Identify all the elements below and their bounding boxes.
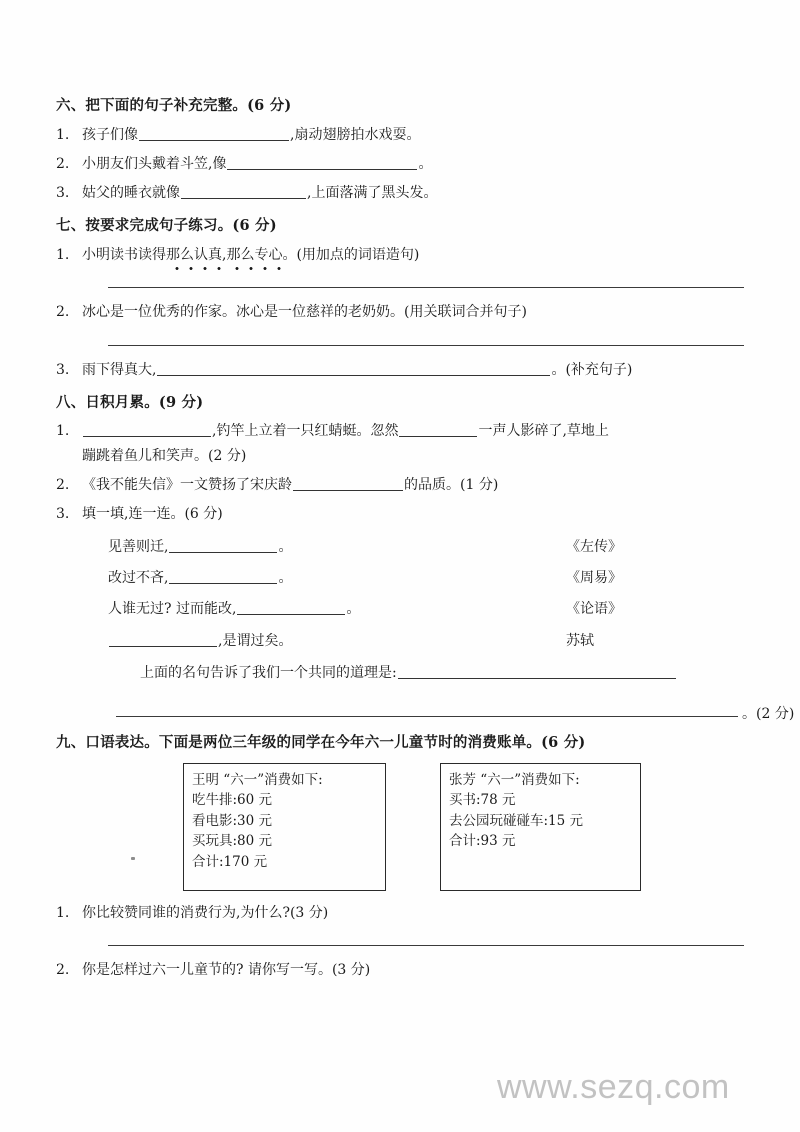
- question-9-2: [56, 960, 748, 980]
- question-7-3: [56, 360, 748, 380]
- bill-item: 看电影:30 元: [192, 812, 273, 829]
- couplet-row-2: [56, 568, 748, 588]
- section-heading-six: 六、把下面的句子补充完整。(6 分): [56, 97, 292, 114]
- question-text: 填一填,连一连。(6 分): [82, 506, 223, 523]
- question-6-3: [56, 183, 748, 203]
- question-text-post: 的品质。(1 分): [404, 477, 499, 494]
- question-7-2: [56, 302, 748, 322]
- couplet-text-post: ,是谓过矣。: [218, 632, 293, 649]
- section-heading-seven: 七、按要求完成句子练习。(6 分): [56, 217, 277, 235]
- question-number: 1.: [56, 126, 70, 143]
- answer-rule-moral[interactable]: [116, 716, 738, 717]
- bill-item: 买玩具:80 元: [192, 833, 273, 850]
- bill-title: 张芳 “六一”消费如下:: [449, 771, 580, 788]
- question-text-tail: 。(用加点的词语造句): [282, 247, 420, 264]
- fill-blank[interactable]: [169, 538, 277, 553]
- couplet-row-1: [56, 537, 748, 557]
- question-text-post: 。(补充句子): [551, 361, 633, 378]
- question-text-pre: 雨下得真大,: [82, 361, 157, 378]
- site-watermark: www.sezq.com: [497, 1068, 730, 1106]
- question-6-1: [56, 125, 748, 145]
- bill-title: 王明 “六一”消费如下:: [192, 771, 323, 788]
- moral-prompt-text: 上面的名句告诉了我们一个共同的道理是:: [140, 664, 397, 681]
- question-7-1: [56, 245, 748, 265]
- question-text-lead: 小明读书读得: [82, 247, 166, 264]
- scan-speckle: [131, 857, 135, 860]
- fill-blank[interactable]: [227, 155, 417, 170]
- fill-blank[interactable]: [237, 600, 345, 615]
- question-8-1: [56, 421, 748, 441]
- question-number: 2.: [56, 155, 70, 172]
- fill-blank[interactable]: [293, 476, 403, 491]
- couplet-text-post: 。: [346, 601, 361, 618]
- fill-blank[interactable]: [398, 664, 676, 679]
- couplet-row-4: [56, 631, 748, 651]
- bill-item: 去公园玩碰碰车:15 元: [449, 812, 584, 829]
- question-text-mid: ,钓竿上立着一只红蜻蜓。忽然: [212, 423, 399, 440]
- question-number: 1.: [56, 247, 70, 264]
- couplet-source: 《周易》: [566, 569, 622, 586]
- question-text: 你比较赞同谁的消费行为,为什么?(3 分): [82, 904, 329, 921]
- bill-wang-ming: [183, 763, 386, 891]
- emphasis-dotted-text-1: 那么认真: [166, 245, 222, 265]
- question-text: 你是怎样过六一儿童节的? 请你写一写。(3 分): [82, 962, 371, 978]
- bill-item: 吃牛排:60 元: [192, 792, 273, 809]
- question-number: 1.: [56, 904, 70, 921]
- section-heading-nine: 九、口语表达。下面是两位三年级的同学在今年六一儿童节时的消费账单。(6 分): [56, 734, 586, 752]
- couplet-source: 苏轼: [566, 632, 594, 649]
- question-number: 3.: [56, 361, 70, 378]
- fill-blank[interactable]: [399, 422, 477, 437]
- section-heading-eight: 八、日积月累。(9 分): [56, 393, 204, 411]
- emphasis-dotted-text-2: 那么专心: [226, 245, 282, 265]
- question-number: 2.: [56, 477, 70, 494]
- fill-blank[interactable]: [83, 422, 211, 437]
- bill-item: 买书:78 元: [449, 792, 516, 809]
- couplet-text-post: 。: [278, 538, 293, 555]
- fill-blank[interactable]: [139, 126, 289, 141]
- couplet-text-pre: 改过不吝,: [108, 569, 169, 586]
- question-6-2: [56, 154, 748, 174]
- question-number: 3.: [56, 185, 70, 202]
- question-text-pre: 孩子们像: [82, 126, 138, 143]
- fill-blank[interactable]: [181, 184, 306, 199]
- moral-prompt-line: [56, 663, 748, 683]
- bill-total: 合计:93 元: [449, 833, 516, 850]
- answer-rule-7-1[interactable]: [108, 287, 744, 288]
- couplet-text-pre: 见善则迁,: [108, 538, 169, 555]
- moral-points-label: 。(2 分): [742, 706, 795, 723]
- couplet-row-3: [56, 599, 748, 619]
- couplet-source: 《论语》: [566, 601, 622, 618]
- question-text-pre: 姑父的睡衣就像: [82, 185, 180, 202]
- question-9-1: [56, 903, 748, 923]
- exam-content: [56, 96, 795, 989]
- couplet-text-post: 。: [278, 569, 293, 586]
- consumption-bills: [56, 763, 748, 895]
- bill-zhang-fang: [440, 763, 641, 891]
- question-number: 2.: [56, 962, 70, 978]
- question-text: 冰心是一位优秀的作家。冰心是一位慈祥的老奶奶。(用关联词合并句子): [82, 304, 527, 321]
- question-8-1-line2: 蹦跳着鱼儿和笑声。(2 分): [82, 447, 247, 464]
- question-text-post: 一声人影碎了,草地上: [478, 423, 609, 440]
- fill-blank[interactable]: [109, 632, 217, 647]
- question-8-3: [56, 504, 748, 524]
- question-text-pre: 《我不能失信》一文赞扬了宋庆龄: [82, 477, 292, 494]
- moral-answer-line: [56, 703, 795, 723]
- couplet-text-pre: 人谁无过? 过而能改,: [108, 601, 237, 618]
- question-number: 2.: [56, 304, 70, 321]
- bill-total: 合计:170 元: [192, 853, 268, 870]
- question-number: 3.: [56, 506, 70, 523]
- question-text-mid: ,: [222, 247, 227, 264]
- question-text-pre: 小朋友们头戴着斗笠,像: [82, 155, 227, 172]
- question-text-post: ,上面落满了黑头发。: [307, 185, 438, 202]
- question-text-post: 。: [418, 155, 433, 172]
- answer-rule-9-1[interactable]: [108, 945, 744, 946]
- answer-rule-7-2[interactable]: [108, 345, 744, 346]
- fill-blank[interactable]: [169, 569, 277, 584]
- question-number: 1.: [56, 423, 70, 440]
- question-8-2: [56, 475, 748, 495]
- question-text-post: ,扇动翅膀拍水戏耍。: [290, 126, 421, 143]
- couplet-source: 《左传》: [566, 538, 622, 555]
- fill-blank[interactable]: [157, 361, 550, 376]
